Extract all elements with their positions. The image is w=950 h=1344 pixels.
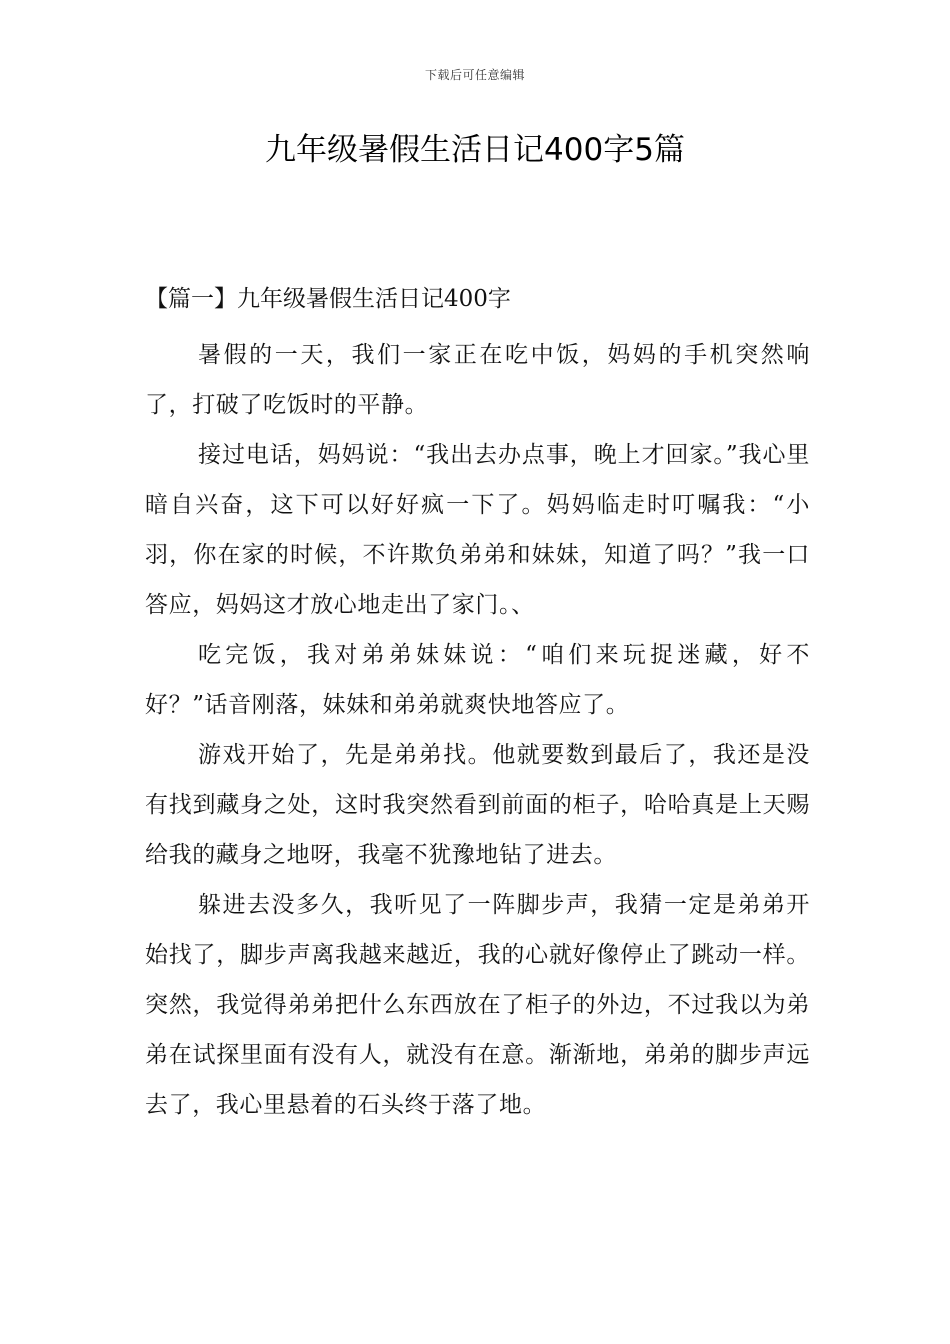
document-title: 九年级暑假生活日记400字5篇 xyxy=(265,132,685,168)
page-header-note: 下载后可任意编辑 xyxy=(424,68,525,82)
article-body xyxy=(145,281,810,1130)
paragraph-3: 吃完饭，我对弟弟妹妹说：“咱们来玩捉迷藏，好不好？”话音刚落，妹妹和弟弟就爽快地答应了。 xyxy=(145,642,810,718)
paragraph-2: 接过电话，妈妈说：“我出去办点事，晚上才回家。”我心里暗自兴奋，这下可以好好疯一下了。妈妈临走时叮嘱我：“小羽，你在家的时候，不许欺负弟弟和妹妹，知道了吗？”我一口答应，妈妈这才放心地走出了家门。、 xyxy=(145,442,810,618)
paragraph-5: 躲进去没多久，我听见了一阵脚步声，我猜一定是弟弟开始找了，脚步声离我越来越近，我的心就好像停止了跳动一样。突然，我觉得弟弟把什么东西放在了柜子的外边，不过我以为弟弟在试探里面有没有人，就没有在意。渐渐地，弟弟的脚步声远去了，我心里悬着的石头终于落了地。 xyxy=(145,892,810,1118)
section-heading: 【篇一】九年级暑假生活日记400字 xyxy=(145,286,511,312)
paragraph-4: 游戏开始了，先是弟弟找。他就要数到最后了，我还是没有找到藏身之处，这时我突然看到前面的柜子，哈哈真是上天赐给我的藏身之地呀，我毫不犹豫地钻了进去。 xyxy=(145,742,810,868)
paragraph-1: 暑假的一天，我们一家正在吃中饭，妈妈的手机突然响了，打破了吃饭时的平静。 xyxy=(145,342,810,418)
